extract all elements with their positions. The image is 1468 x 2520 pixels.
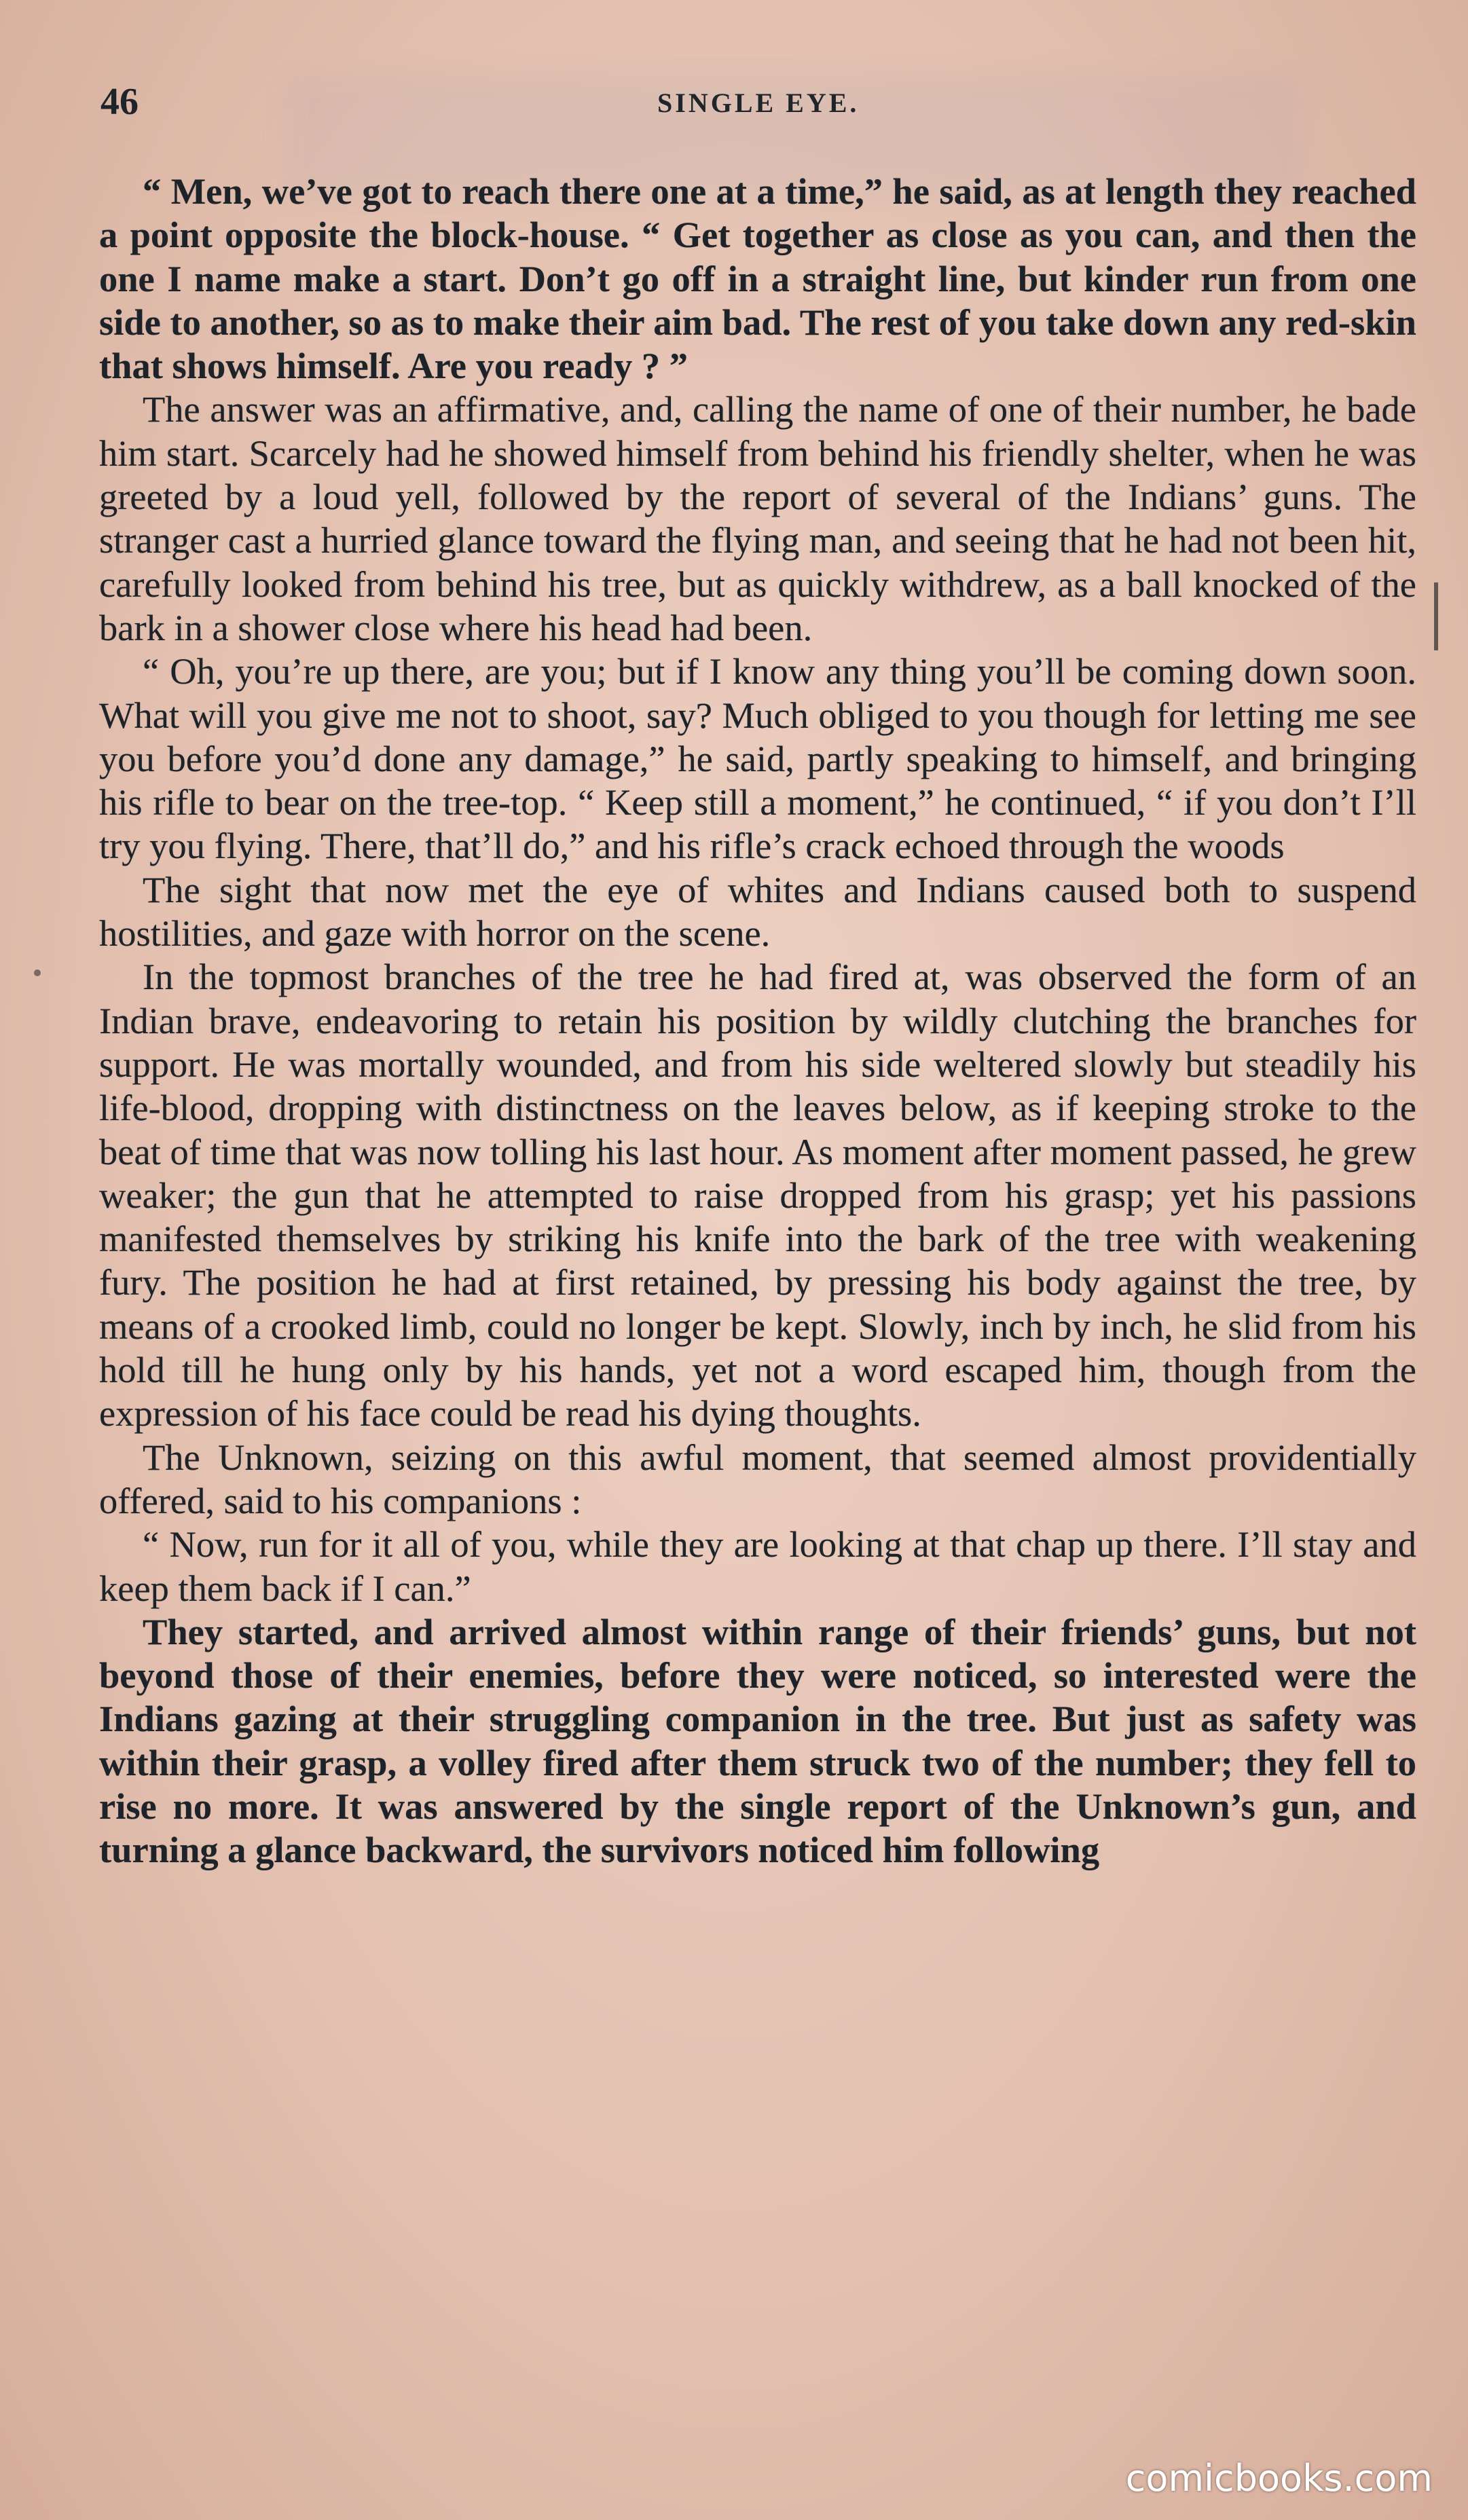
margin-dot — [34, 969, 41, 976]
paragraph: “ Now, run for it all of you, while they are looking at that chap up there. I’ll stay and keep them back if I can.” — [99, 1523, 1416, 1609]
running-head: SINGLE EYE. — [657, 88, 860, 118]
paragraph: The sight that now met the eye of whites and Indians caused both to suspend hostilities, and gaze with horror on the scene. — [99, 868, 1416, 955]
page-header — [100, 80, 1418, 128]
paragraph: The answer was an affirmative, and, calling the name of one of their number, he bade him start. Scarcely had he showed himself from behind his friendly shelter, when he was greeted by a loud yell, followed by the report of several of the Indians’ guns. The stranger cast a hurried glance toward the flying man, and seeing that he had not been hit, carefully looked from behind his tree, but as quickly withdrew, as a ball knocked of the bark in a shower close where his head had been. — [99, 388, 1416, 648]
page-number: 46 — [100, 81, 139, 123]
paragraph: The Unknown, seizing on this awful moment, that seemed almost providentially offered, said to his companions : — [99, 1436, 1416, 1521]
paragraph: They started, and arrived almost within range of their friends’ guns, but not beyond those of their enemies, before they were noticed, so interested were the Indians gazing at their struggling companion in the tree. But just as safety was within their grasp, a volley fired after them struck two of the number; they fell to rise no more. It was answered by the single report of the Unknown’s gun, and turning a glance backward, the survivors noticed him following — [99, 1610, 1416, 1871]
paragraph: “ Oh, you’re up there, are you; but if I know any thing you’ll be coming down soon. What will you give me not to shoot, say? Much obliged to you though for letting me see you before you’d done any damage,” he said, partly speaking to himself, and bringing his rifle to bear on the tree-top. “ Keep still a moment,” he continued, “ if you don’t I’ll try you flying. There, that’ll do,” and his rifle’s crack echoed through the woods — [99, 650, 1416, 867]
paragraph: “ Men, we’ve got to reach there one at a time,” he said, as at length they reached a point opposite the block-house. “ Get together as close as you can, and then the one I name make a start. Don’t go off in a straight line, but kinder run from one side to another, so as to make their aim bad. The rest of you take down any red-skin that shows himself. Are you ready ? ” — [99, 170, 1416, 387]
margin-mark — [1434, 582, 1438, 650]
watermark: comicbooks.com — [1125, 2457, 1433, 2500]
paragraph: In the topmost branches of the tree he had fired at, was observed the form of an Indian brave, endeavoring to retain his position by wildly clutching the branches for support. He was mortally wounded, and from his side weltered slowly but steadily his life-blood, dropping with distinctness on the leaves below, as if keeping stroke to the beat of time that was now tolling his last hour. As moment after moment passed, he grew weaker; the gun that he attempted to raise dropped from his grasp; yet his passions manifested themselves by striking his knife into the bark of the tree with weakening fury. The position he had at first retained, by pressing his body against the tree, by means of a crooked limb, could no longer be kept. Slowly, inch by inch, he slid from his hold till he hung only by his hands, yet not a word escaped him, though from the expression of his face could be read his dying thoughts. — [99, 956, 1416, 1434]
body-text — [99, 170, 1416, 1872]
